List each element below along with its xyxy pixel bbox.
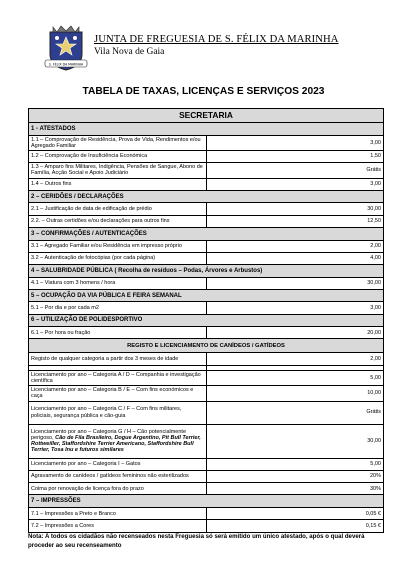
section-header: 5 – OCUPAÇÃO DA VIA PÚBLICA E FEIRA SEMANAL: [29, 289, 384, 302]
subsection-header: REGISTO E LICENCIAMENTO DE CANÍDEOS / GATÍDEOS: [29, 339, 384, 353]
section-header: 2 – CERIDÕES / DECLARAÇÕES: [29, 190, 384, 203]
item-value: 30,00: [206, 277, 384, 289]
table-row: [29, 163, 384, 178]
table-row: [29, 458, 384, 470]
table-row: [29, 470, 384, 482]
item-label: Licenciamento por ano – Categoria A / D – Companhia e investigação científica: [29, 370, 207, 385]
item-label: 1.4 – Outros fins: [29, 178, 207, 190]
item-value: 2,00: [206, 353, 384, 365]
section-header: 7 – IMPRESSÕES: [29, 495, 384, 508]
section-header: 4 – SALUBRIDADE PÚBLICA ( Recolha de resíduos – Podas, Árvores e Arbustos): [29, 265, 384, 278]
item-label: 2.1 – Justificação de data de edificação de prédio: [29, 203, 207, 215]
table-row: [29, 424, 384, 458]
item-label: [29, 424, 207, 458]
item-value: 3,00: [206, 302, 384, 314]
item-label: 4.1 – Viatura com 3 homens / hora: [29, 277, 207, 289]
item-value: 20%: [206, 470, 384, 482]
item-label-text: Licenciamento por ano – Categoria G / H – Cão potencialmente perigoso,: [31, 428, 187, 441]
item-value: 12,50: [206, 215, 384, 227]
section-header: 1 - ATESTADOS: [29, 123, 384, 136]
item-label: 1.3 – Amparo fins Militares, Indigência, Pensões de Sangue, Abono de Família, Acção Social e Apoio Judiciário: [29, 163, 207, 178]
table-row: [29, 483, 384, 495]
footnote: Nota: A todos os cidadãos não recenseados nesta Freguesia só será emitido um único atestado, após o qual deverá proceder ao seu recenseamento: [28, 533, 365, 549]
item-value: 3,00: [206, 178, 384, 190]
table-row: [29, 135, 384, 150]
item-value: 0,05 €: [206, 507, 384, 519]
organization-name: JUNTA DE FREGUESIA DE S. FÉLIX DA MARINHA: [94, 34, 339, 45]
section-header: 3 – CONFIRMAÇÕES / AUTENTICAÇÕES: [29, 228, 384, 241]
municipal-crest-icon: [44, 24, 88, 72]
table-row: [29, 520, 384, 532]
item-value: 1,50: [206, 150, 384, 162]
table-row: [29, 150, 384, 162]
item-label: 3.2 – Autenticação de fotocópias (por cada página): [29, 252, 207, 264]
item-label: 7.2 – Impressões a Cores: [29, 520, 207, 532]
table-row: [29, 252, 384, 264]
table-row: [29, 240, 384, 252]
item-value: 5,00: [206, 458, 384, 470]
table-row: [29, 215, 384, 227]
document-header: [44, 24, 384, 76]
item-value: 3,00: [206, 135, 384, 150]
item-label: 7.1 – Impressões a Preto e Branco: [29, 507, 207, 519]
item-value: Grátis: [206, 401, 384, 424]
table-heading: SECRETARIA: [29, 109, 384, 123]
item-label: Registo de qualquer categoria a partir dos 3 meses de idade: [29, 353, 207, 365]
item-label: 2.2. – Outras certidões e/ou declarações para outros fins: [29, 215, 207, 227]
item-value: 20,00: [206, 327, 384, 339]
dog-breeds-list: Cão de Fila Brasileiro, Dogue Argentino, Pit Bull Terrier, Rottweiller, Staffordshire Terrier Americano, Staffordshire Bull Terrier, Tosa Inu e futuros similares: [31, 434, 201, 454]
table-row: [29, 370, 384, 385]
table-row: [29, 178, 384, 190]
item-value: 30,00: [206, 203, 384, 215]
item-label: Agravamento de canídeos / gatídeos femininos não esterilizados: [29, 470, 207, 482]
item-label: Licenciamento por ano – Categoria C / F – Com fins militares, policiais, segurança pública e cão-guia: [29, 401, 207, 424]
item-label: 1.2 – Comprovação de Insuficiência Económica: [29, 150, 207, 162]
organization-location: Vila Nova de Gaia: [94, 47, 165, 57]
item-value: 4,00: [206, 252, 384, 264]
table-row: [29, 353, 384, 365]
table-row: [29, 386, 384, 401]
table-row: [29, 401, 384, 424]
fees-table: [28, 108, 384, 533]
table-row: [29, 203, 384, 215]
item-value: 10,00: [206, 386, 384, 401]
item-label: Coima por renovação de licença fora do prazo: [29, 483, 207, 495]
item-value: 0,15 €: [206, 520, 384, 532]
item-label: 5.1 – Por dia e por cada m2: [29, 302, 207, 314]
item-label: Licenciamento por ano – Categoria B / E – Com fins económicos e caça: [29, 386, 207, 401]
table-row: [29, 277, 384, 289]
item-label: Licenciamento por ano – Categoria I – Gatos: [29, 458, 207, 470]
item-label: 1.1 – Comprovação de Residência, Prova de Vida, Rendimentos e/ou Agregado Familiar: [29, 135, 207, 150]
table-row: [29, 302, 384, 314]
item-value: 30%: [206, 483, 384, 495]
svg-text:S. FÉLIX DA MARINHA: S. FÉLIX DA MARINHA: [48, 62, 84, 67]
item-label: 6.1 – Por hora ou fração: [29, 327, 207, 339]
item-value: 30,00: [206, 424, 384, 458]
item-value: 5,00: [206, 370, 384, 385]
table-row: [29, 327, 384, 339]
item-value: 2,00: [206, 240, 384, 252]
table-row: [29, 507, 384, 519]
document-title: TABELA DE TAXAS, LICENÇAS E SERVIÇOS 2023: [82, 86, 325, 97]
item-label: 3.1 – Agregado Familiar e/ou Residência em impresso próprio: [29, 240, 207, 252]
item-value: Grátis: [206, 163, 384, 178]
section-header: 6 – UTILIZAÇÃO DE POLIDESPORTIVO: [29, 314, 384, 327]
